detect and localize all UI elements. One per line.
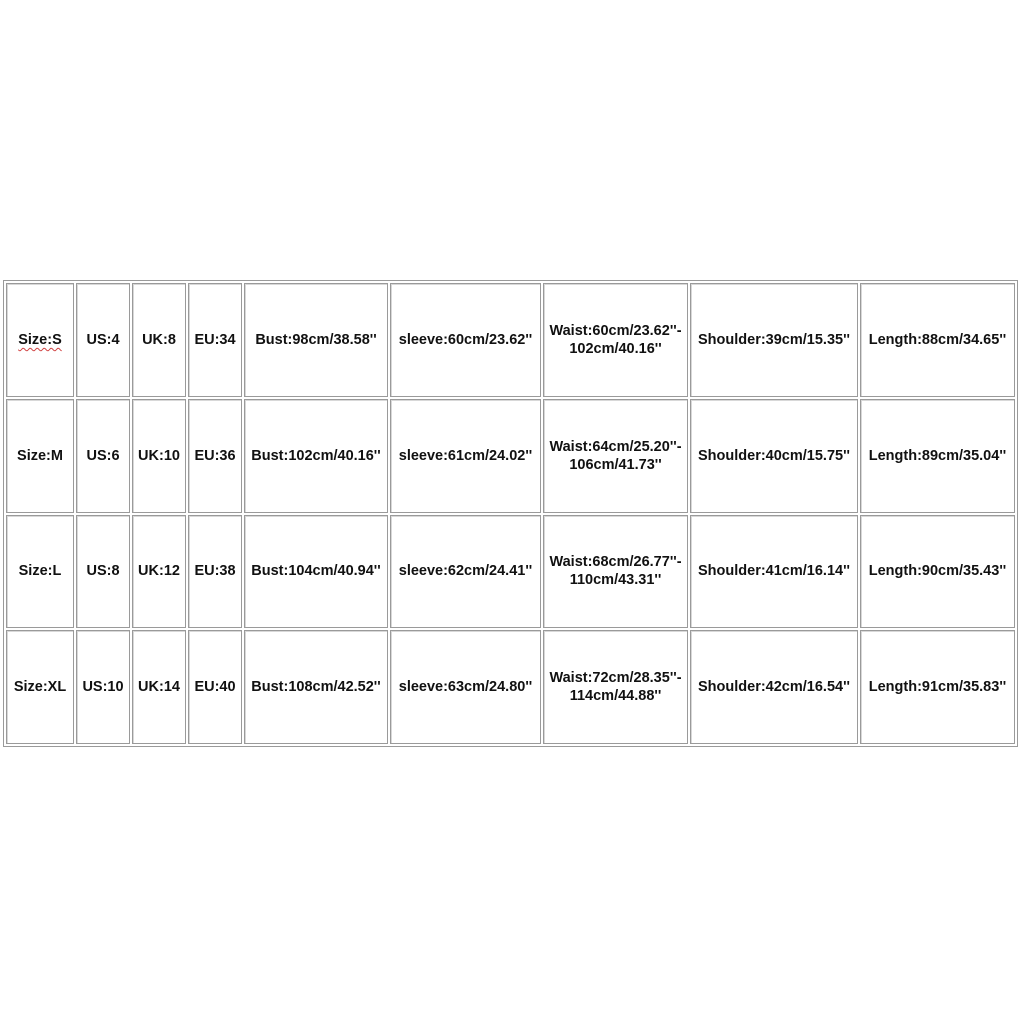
waist-cell (543, 515, 688, 629)
waist-line-2: 102cm/40.16'' (569, 340, 662, 357)
waist-line-2: 114cm/44.88'' (569, 688, 662, 705)
us-size-cell: US:6 (76, 399, 130, 513)
table-row (6, 515, 1015, 629)
size-label: Size:S (18, 331, 62, 348)
size-label: Size:XL (13, 679, 67, 696)
size-label: Size:M (17, 447, 63, 464)
waist-line-2: 110cm/43.31'' (569, 572, 662, 589)
length-cell: Length:91cm/35.83'' (860, 630, 1015, 744)
table-row (6, 283, 1015, 397)
waist-cell (543, 630, 688, 744)
waist-cell (543, 399, 688, 513)
uk-size-cell: UK:12 (132, 515, 186, 629)
size-label: Size:L (18, 563, 62, 580)
bust-cell: Bust:98cm/38.58'' (244, 283, 388, 397)
us-size-cell: US:8 (76, 515, 130, 629)
bust-cell: Bust:102cm/40.16'' (244, 399, 388, 513)
eu-size-cell: EU:40 (188, 630, 242, 744)
sleeve-cell: sleeve:61cm/24.02'' (390, 399, 541, 513)
size-cell (6, 283, 74, 397)
size-cell (6, 630, 74, 744)
shoulder-cell: Shoulder:41cm/16.14'' (690, 515, 858, 629)
uk-size-cell: UK:14 (132, 630, 186, 744)
waist-line-2: 106cm/41.73'' (569, 456, 662, 473)
uk-size-cell: UK:10 (132, 399, 186, 513)
waist-line-1: Waist:72cm/28.35''- (549, 670, 682, 687)
length-cell: Length:90cm/35.43'' (860, 515, 1015, 629)
waist-line-1: Waist:64cm/25.20''- (549, 438, 682, 455)
eu-size-cell: EU:36 (188, 399, 242, 513)
waist-cell (543, 283, 688, 397)
waist-line-1: Waist:60cm/23.62''- (549, 322, 682, 339)
sleeve-cell: sleeve:63cm/24.80'' (390, 630, 541, 744)
size-chart-table (3, 280, 1018, 747)
table-row (6, 630, 1015, 744)
bust-cell: Bust:108cm/42.52'' (244, 630, 388, 744)
sleeve-cell: sleeve:60cm/23.62'' (390, 283, 541, 397)
shoulder-cell: Shoulder:39cm/15.35'' (690, 283, 858, 397)
eu-size-cell: EU:38 (188, 515, 242, 629)
size-cell (6, 399, 74, 513)
shoulder-cell: Shoulder:42cm/16.54'' (690, 630, 858, 744)
sleeve-cell: sleeve:62cm/24.41'' (390, 515, 541, 629)
table-row (6, 399, 1015, 513)
length-cell: Length:88cm/34.65'' (860, 283, 1015, 397)
us-size-cell: US:4 (76, 283, 130, 397)
shoulder-cell: Shoulder:40cm/15.75'' (690, 399, 858, 513)
waist-line-1: Waist:68cm/26.77''- (549, 554, 682, 571)
bust-cell: Bust:104cm/40.94'' (244, 515, 388, 629)
uk-size-cell: UK:8 (132, 283, 186, 397)
us-size-cell: US:10 (76, 630, 130, 744)
eu-size-cell: EU:34 (188, 283, 242, 397)
size-cell (6, 515, 74, 629)
length-cell: Length:89cm/35.04'' (860, 399, 1015, 513)
